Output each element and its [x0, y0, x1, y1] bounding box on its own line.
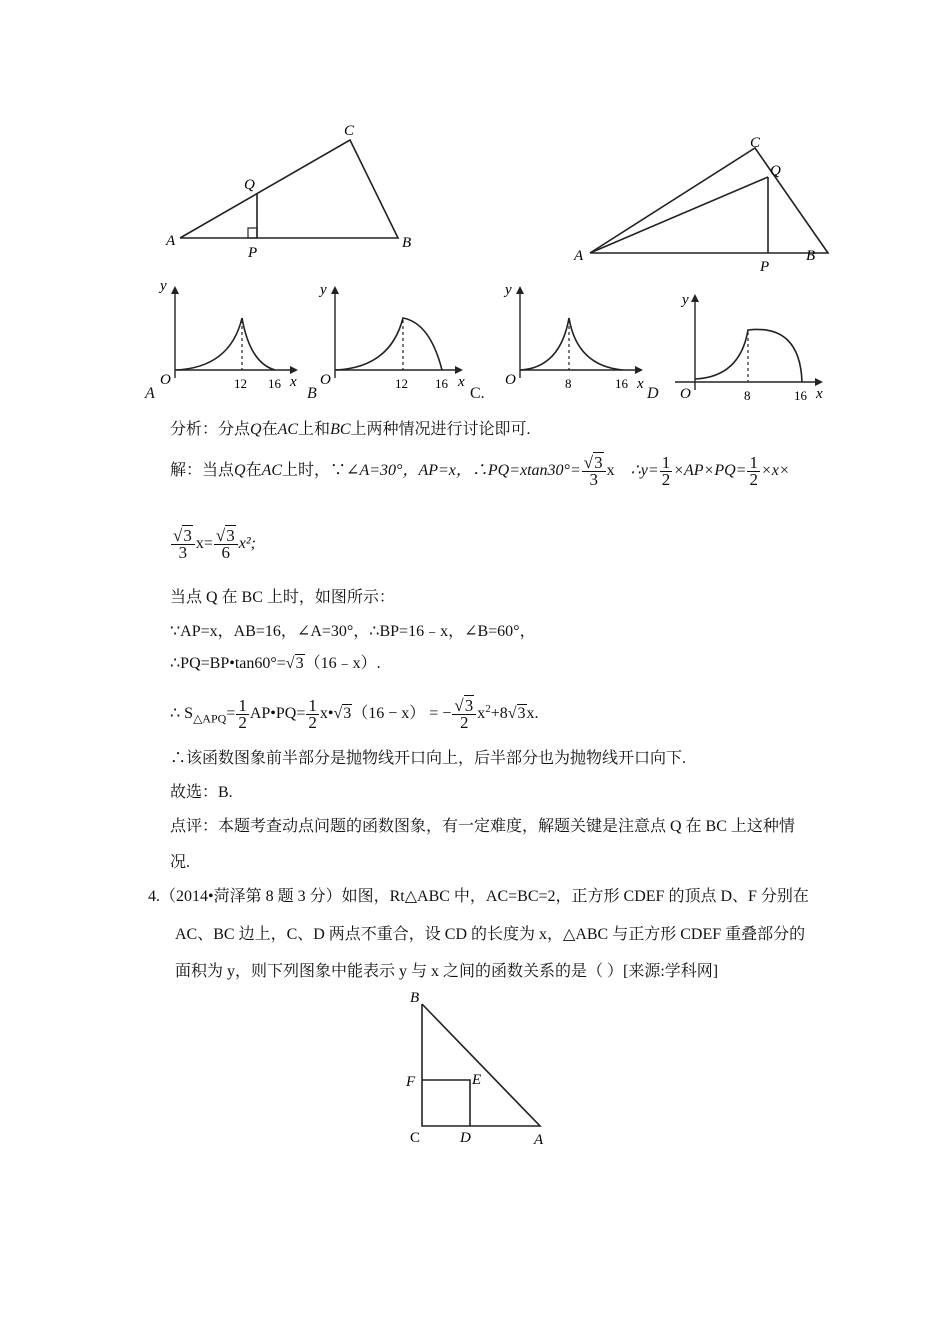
tick-peak: 12: [234, 376, 247, 391]
triangle-figure-q-on-bc: [570, 130, 830, 275]
tick-end: 16: [615, 376, 628, 391]
label-p: P: [760, 259, 770, 275]
x-axis-label: x: [816, 386, 823, 402]
comment-line-2: 况.: [170, 854, 191, 871]
analysis-line: 分析：分点Q在AC上和BC上两种情况进行讨论即可.: [170, 421, 531, 438]
solution-line-7: ∴该函数图象前半部分是抛物线开口向上，后半部分也为抛物线开口向下.: [170, 750, 687, 767]
right-triangle-square-figure: [400, 988, 560, 1153]
tick-end: 16: [794, 388, 807, 403]
y-axis-label: y: [320, 282, 327, 298]
label-e: E: [472, 1072, 482, 1088]
option-c-label: C.: [470, 385, 485, 402]
label-f: F: [406, 1074, 416, 1090]
origin-label: O: [505, 372, 516, 388]
x-axis-label: x: [458, 374, 465, 390]
solution-line-4: ∵AP=x，AB=16，∠A=30°，∴BP=16﹣x，∠B=60°，: [170, 623, 536, 640]
solution-line-3: 当点 Q 在 BC 上时，如图所示：: [170, 589, 395, 606]
label-c: C: [344, 123, 355, 139]
question-4-line-2: AC、BC 边上，C、D 两点不重合，设 CD 的长度为 x，△ABC 与正方形 CDEF 重叠部分的: [175, 926, 806, 943]
label-b: B: [806, 248, 816, 264]
tick-end: 16: [268, 376, 281, 391]
option-d-label: D: [647, 385, 659, 402]
graph-option-a: [140, 278, 310, 398]
x-axis-label: x: [637, 376, 644, 392]
label-q: Q: [770, 163, 781, 179]
solution-line-2: $\frac{√3}{3}$ x= $\frac{√3}{6}$ x²;: [173, 526, 256, 562]
solution-line-1: 解：当点Q在AC上时，∵∠A=30°，AP=x，∴PQ=xtan30°= $\frac{√3}{3}$ x ∴y= $\frac{1}{2}$ ×AP×PQ= $\frac{1}{2}$ ×x×: [170, 453, 790, 489]
question-4-line-1: 4.（2014•菏泽第 8 题 3 分）如图，Rt△ABC 中，AC=BC=2，正方形 CDEF 的顶点 D、F 分别在: [148, 888, 809, 905]
answer-line: 故选：B.: [170, 784, 233, 801]
graph-option-c: [485, 278, 660, 398]
option-b-label: B: [307, 385, 317, 402]
graph-option-b: [300, 278, 480, 398]
label-a: A: [534, 1132, 544, 1148]
y-axis-label: y: [505, 282, 512, 298]
tick-peak: 8: [744, 388, 751, 403]
origin-label: O: [680, 386, 691, 402]
origin-label: O: [160, 372, 171, 388]
y-axis-label: y: [160, 278, 167, 294]
triangle-figure-q-on-ac: [160, 115, 440, 265]
comment-line-1: 点评：本题考查动点问题的函数图象，有一定难度，解题关键是注意点 Q 在 BC 上这种情: [170, 818, 795, 835]
label-d: D: [460, 1130, 471, 1146]
tick-peak: 12: [395, 376, 408, 391]
label-q: Q: [244, 177, 255, 193]
tick-end: 16: [435, 376, 448, 391]
graph-option-d: [660, 282, 840, 407]
solution-line-5: ∴PQ=BP•tan60°=√3（16﹣x）.: [170, 655, 381, 672]
label-b: B: [402, 235, 412, 251]
label-b: B: [410, 990, 420, 1006]
solution-line-6: ∴ $S_{\triangle APQ}=$ $\frac{1}{2}$ AP•PQ= $\frac{1}{2}$ x•√3（16 − x） = − $\frac{√3}{2}$ $x^2+8√3x$.: [170, 696, 539, 732]
option-a-label: A: [145, 385, 155, 402]
label-a: A: [166, 233, 176, 249]
origin-label: O: [320, 372, 331, 388]
y-axis-label: y: [682, 292, 689, 308]
tick-peak: 8: [565, 376, 572, 391]
label-a: A: [574, 248, 584, 264]
label-c: C: [410, 1130, 421, 1146]
label-p: P: [248, 245, 258, 261]
question-4-line-3: 面积为 y，则下列图象中能表示 y 与 x 之间的函数关系的是（ ）[来源:学科网]: [175, 963, 719, 980]
x-axis-label: x: [290, 374, 297, 390]
label-c: C: [750, 135, 761, 151]
